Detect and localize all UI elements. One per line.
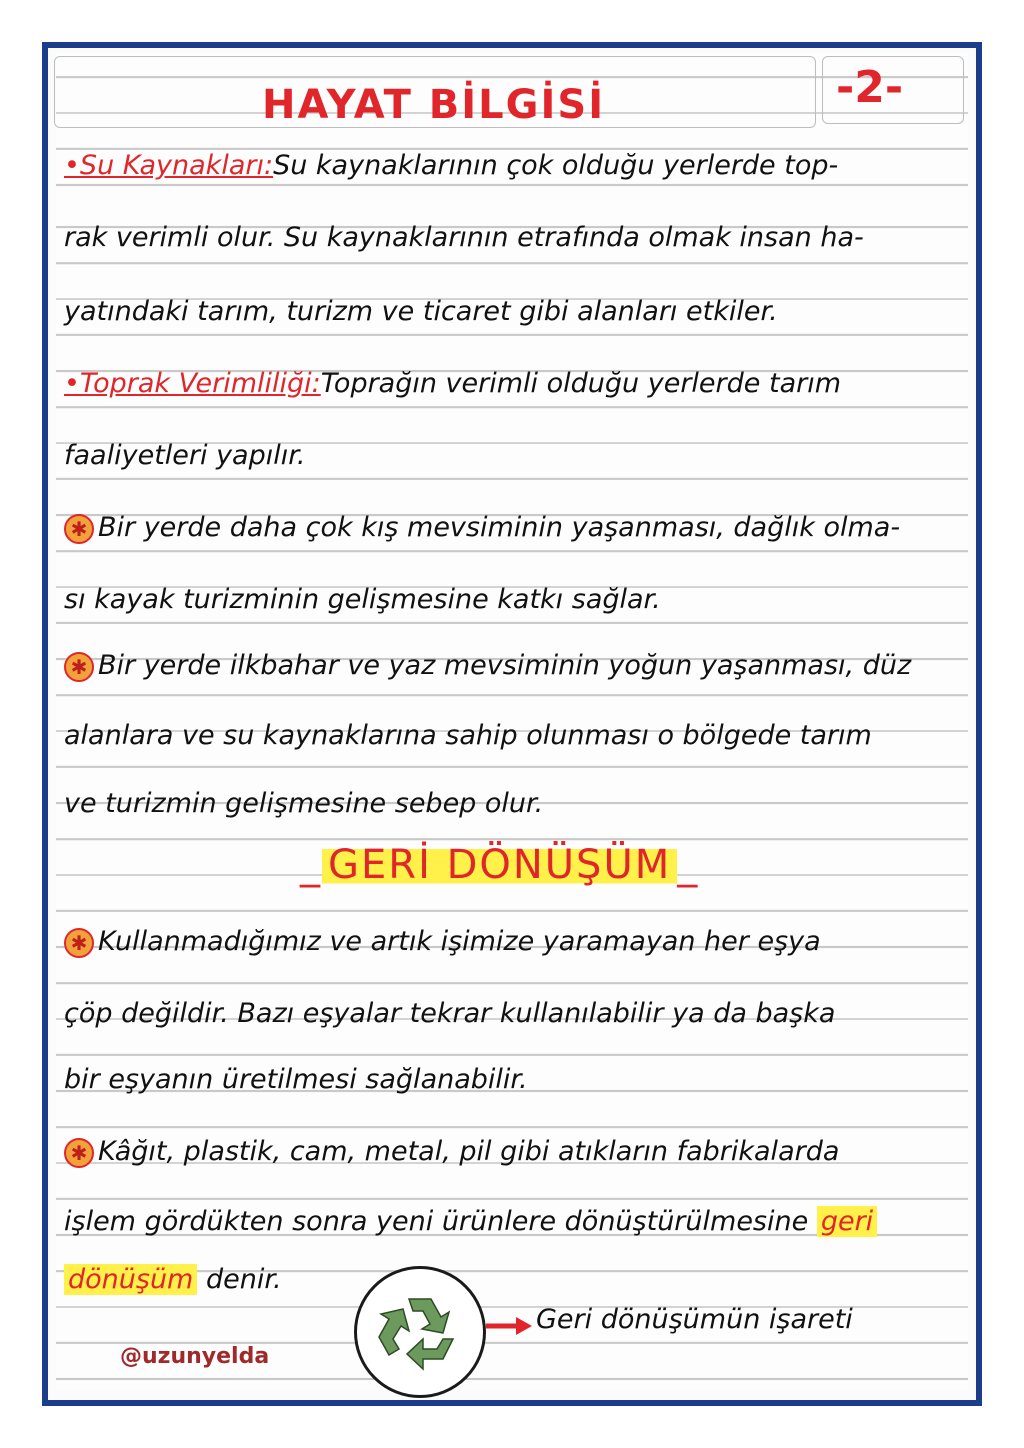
paragraph-toprak-line-2: faaliyetleri yapılır. xyxy=(64,440,306,471)
paragraph-su-kaynaklari-line-1: •Su Kaynakları:Su kaynaklarının çok olduğu yerlerde top- xyxy=(64,150,839,181)
star-bullet-icon: ✱ xyxy=(64,652,94,682)
highlight-donusum: dönüşüm xyxy=(64,1264,197,1295)
paragraph-ilkbahar-line-2: alanlara ve su kaynaklarına sahip olunması o bölgede tarım xyxy=(64,720,872,751)
term-su-kaynaklari: •Su Kaynakları: xyxy=(64,150,274,181)
page-title: HAYAT BİLGİSİ xyxy=(262,82,606,128)
paragraph-kullanmadigimiz-line-2: çöp değildir. Bazı eşyalar tekrar kullanılabilir ya da başka xyxy=(64,998,836,1029)
page-number: -2- xyxy=(836,62,904,113)
highlight-geri: geri xyxy=(817,1206,877,1237)
paragraph-kullanmadigimiz-line-3: bir eşyanın üretilmesi sağlanabilir. xyxy=(64,1064,528,1095)
recycle-caption: Geri dönüşümün işareti xyxy=(536,1304,853,1335)
recycle-symbol-icon xyxy=(354,1266,486,1398)
star-bullet-icon: ✱ xyxy=(64,514,94,544)
paragraph-kagit-line-3: dönüşüm denir. xyxy=(64,1264,954,1295)
paragraph-su-kaynaklari-line-3: yatındaki tarım, turizm ve ticaret gibi alanları etkiler. xyxy=(64,296,778,327)
section-title-geri-donusum: _ GERİ DÖNÜŞÜM _ xyxy=(300,842,700,888)
term-toprak-verimliligi: •Toprak Verimliliği: xyxy=(64,368,321,399)
paragraph-ilkbahar-line-3: ve turizmin gelişmesine sebep olur. xyxy=(64,788,544,819)
paragraph-kagit-line-2: işlem gördükten sonra yeni ürünlere dönüştürülmesine geri xyxy=(64,1206,954,1237)
paragraph-toprak-line-1: •Toprak Verimliliği:Toprağın verimli olduğu yerlerde tarım xyxy=(64,368,842,399)
paragraph-kagit-line-1: ✱ Kâğıt, plastik, cam, metal, pil gibi atıkların fabrikalarda xyxy=(64,1136,954,1168)
author-handle: @uzunyelda xyxy=(120,1344,270,1369)
red-arrow-icon xyxy=(484,1314,534,1338)
star-bullet-icon: ✱ xyxy=(64,928,94,958)
paragraph-kis-line-1: ✱ Bir yerde daha çok kış mevsiminin yaşanması, dağlık olma- xyxy=(64,512,954,544)
paragraph-kis-line-2: sı kayak turizminin gelişmesine katkı sağlar. xyxy=(64,584,661,615)
star-bullet-icon: ✱ xyxy=(64,1138,94,1168)
paragraph-ilkbahar-line-1: ✱ Bir yerde ilkbahar ve yaz mevsiminin yoğun yaşanması, düz xyxy=(64,650,954,682)
paragraph-su-kaynaklari-line-2: rak verimli olur. Su kaynaklarının etrafında olmak insan ha- xyxy=(64,222,864,253)
paragraph-kullanmadigimiz-line-1: ✱ Kullanmadığımız ve artık işimize yaramayan her eşya xyxy=(64,926,954,958)
